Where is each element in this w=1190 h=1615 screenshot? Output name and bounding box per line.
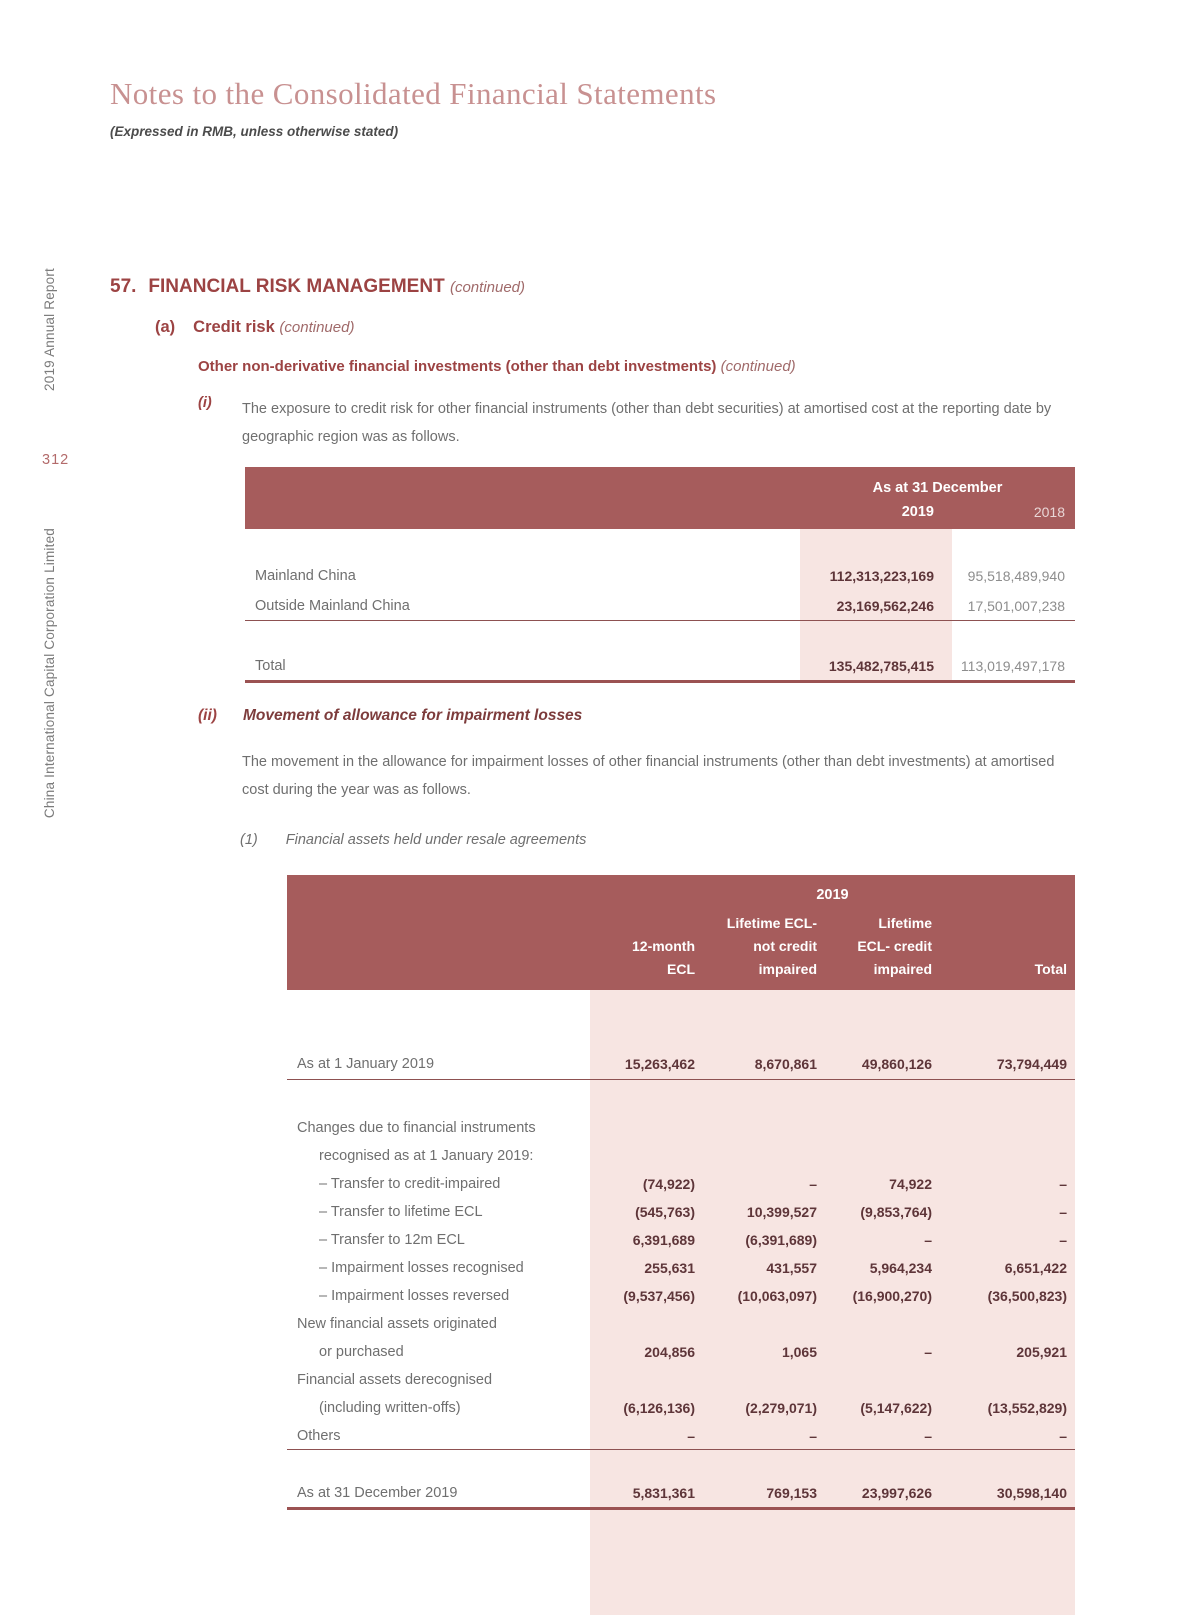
table-row: (including written-offs) (6,126,136) (2,279,071) (5,147,622) (13,552,829) — [319, 1400, 1067, 1416]
item-ii-label: (ii) — [198, 707, 217, 724]
other-investments-title: Other non-derivative financial investments (other than debt investments) — [198, 358, 717, 375]
item-1-title: Financial assets held under resale agreements — [285, 832, 587, 848]
table2-header-band — [287, 875, 1075, 990]
table-row: – Transfer to credit-impaired (74,922) – 74,922 – — [319, 1176, 1067, 1192]
table-row: Financial assets derecognised — [297, 1372, 493, 1388]
credit-risk-heading — [155, 318, 354, 337]
table-row: or purchased 204,856 1,065 – 205,921 — [319, 1344, 1067, 1360]
table1-total-row: Total 135,482,785,415 113,019,497,178 — [245, 651, 1075, 683]
table-row: Others – – – – — [287, 1422, 1075, 1450]
impairment-movement-table — [287, 875, 1075, 1615]
item-ii-title: Movement of allowance for impairment losses — [242, 707, 583, 724]
table1-col-2019: 2019 — [901, 504, 934, 520]
item-i-label: (i) — [198, 395, 212, 411]
sidebar-company-name: China International Capital Corporation Limited — [42, 528, 57, 819]
item-1-heading — [240, 832, 586, 848]
table2-col3-header: Lifetime ECL- credit impaired — [857, 915, 932, 977]
item-ii-heading — [198, 707, 582, 725]
credit-risk-title: Credit risk — [193, 318, 275, 336]
credit-risk-letter: (a) — [155, 318, 176, 336]
table-row: Mainland China 112,313,223,169 95,518,489,940 — [255, 568, 1065, 584]
table1-header-band — [245, 467, 1075, 529]
table2-col4-header: Total — [1034, 961, 1067, 977]
table2-col2-header: Lifetime ECL- not credit impaired — [726, 915, 817, 977]
other-investments-continued: (continued) — [720, 358, 796, 375]
page-number: 312 — [42, 452, 70, 468]
item-ii-paragraph: The movement in the allowance for impairment losses of other financial instruments (other than debt investments) at amortised cost during the year was as follows. — [242, 754, 1055, 798]
document-subtitle: (Expressed in RMB, unless otherwise stated) — [110, 124, 399, 139]
table-row: Changes due to financial instruments — [297, 1120, 536, 1136]
table1-col-2018: 2018 — [1033, 504, 1065, 520]
table2-col1-header: 12-month ECL — [632, 938, 695, 977]
section-57-heading — [110, 276, 525, 298]
other-investments-heading — [198, 358, 796, 375]
table-row: – Transfer to lifetime ECL (545,763) 10,399,527 (9,853,764) – — [319, 1204, 1067, 1220]
item-1-label: (1) — [240, 832, 258, 848]
table-row: – Impairment losses reversed (9,537,456) (10,063,097) (16,900,270) (36,500,823) — [319, 1288, 1067, 1304]
table1-group-header: As at 31 December — [872, 480, 1003, 496]
table-row: – Transfer to 12m ECL 6,391,689 (6,391,689) – – — [319, 1232, 1067, 1248]
sidebar-annual-report-label: 2019 Annual Report — [42, 268, 57, 391]
document-title: Notes to the Consolidated Financial Statements — [110, 76, 717, 111]
table-row: – Impairment losses recognised 255,631 431,557 5,964,234 6,651,422 — [319, 1260, 1067, 1276]
item-i-block — [198, 395, 1078, 451]
section-number: 57. — [110, 276, 137, 297]
table-row: New financial assets originated — [297, 1316, 497, 1332]
table2-closing-row: As at 31 December 2019 5,831,361 769,153 23,997,626 30,598,140 — [287, 1478, 1075, 1510]
table2-opening-row: As at 1 January 2019 15,263,462 8,670,861 49,860,126 73,794,449 — [287, 1048, 1075, 1080]
table-row: Outside Mainland China 23,169,562,246 17,501,007,238 — [245, 591, 1075, 621]
table-row: recognised as at 1 January 2019: — [319, 1148, 534, 1164]
credit-risk-continued: (continued) — [279, 319, 355, 336]
item-i-paragraph: The exposure to credit risk for other financial instruments (other than debt securities) at amortised cost at the reporting date by geographic region was as follows. — [242, 401, 1052, 445]
geographic-region-table — [245, 467, 1075, 683]
table2-year-header: 2019 — [816, 887, 849, 903]
section-title: FINANCIAL RISK MANAGEMENT — [148, 276, 445, 297]
section-continued: (continued) — [449, 279, 526, 296]
